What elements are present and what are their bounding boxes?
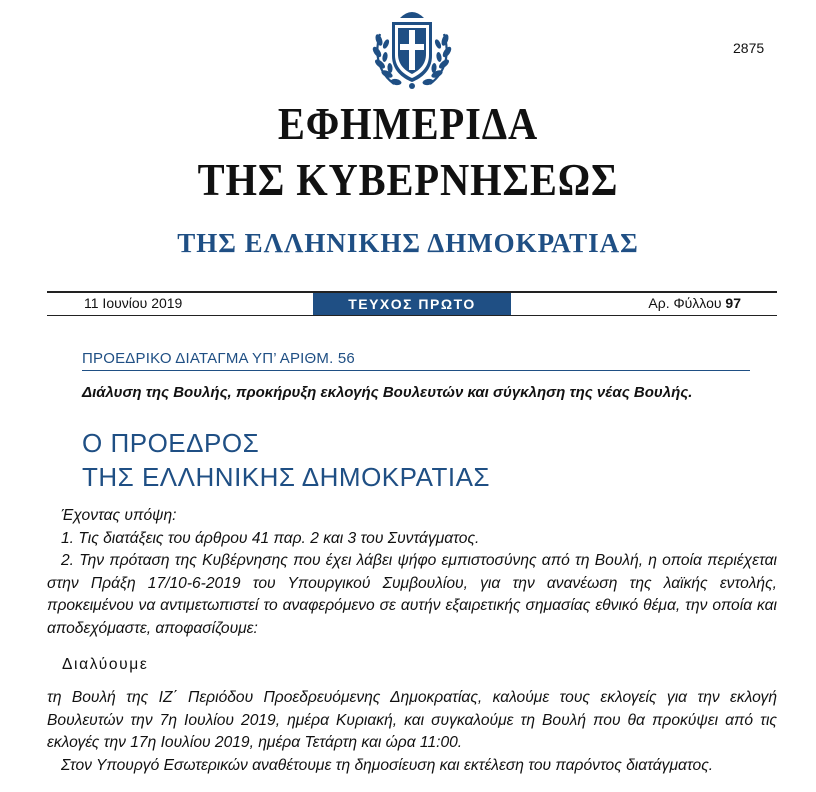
issue-date: 11 Ιουνίου 2019 xyxy=(84,295,183,311)
issue-series-badge: ΤΕΥΧΟΣ ΠΡΩΤΟ xyxy=(313,293,511,315)
president-heading-line2: ΤΗΣ ΕΛΛΗΝΙΚΗΣ ΔΗΜΟΚΡΑΤΙΑΣ xyxy=(82,462,490,492)
sheet-number xyxy=(648,295,741,311)
bottom-rule xyxy=(47,315,777,316)
greek-coat-of-arms-icon xyxy=(364,4,460,92)
dissolve-heading: Διαλύουμε xyxy=(62,656,149,673)
execution-paragraph: Στον Υπουργό Εσωτερικών αναθέτουμε τη δημοσίευση και εκτέλεση του παρόντος διατάγματος. xyxy=(61,756,714,774)
considering-item-2: 2. Την πρόταση της Κυβέρνησης που έχει λάβει ψήφο εμπιστοσύνης από τη Βουλή, η οποία περιέχεται στην Πράξη 17/10-6-2019 του Υπουργικού Συμβουλίου, για την ανανέωση της λαϊκής εντολής, προκειμένου να αντιμετωπιστεί το αναφερόμενο σε αυτήν εξαιρετικής σημασίας εθνικό θέμα, την οποία και αποδεχόμαστε, αποφασίζουμε: xyxy=(47,552,777,637)
considering-item-1: 1. Τις διατάξεις του άρθρου 41 παρ. 2 και 3 του Συντάγματος. xyxy=(61,529,480,547)
masthead-title-line1: ΕΦΗΜΕΡΙΔΑ xyxy=(277,98,539,149)
sheet-label: Αρ. Φύλλου xyxy=(648,295,722,311)
decree-number: ΠΡΟΕΔΡΙΚΟ ΔΙΑΤΑΓΜΑ ΥΠ’ ΑΡΙΘΜ. 56 xyxy=(82,350,750,371)
issue-info-bar xyxy=(47,293,777,315)
considering-label: Έχοντας υπόψη: xyxy=(61,507,177,524)
masthead-subtitle: ΤΗΣ ΕΛΛΗΝΙΚΗΣ ΔΗΜΟΚΡΑΤΙΑΣ xyxy=(177,228,639,258)
masthead-title-line2: ΤΗΣ ΚΥΒΕΡΝΗΣΕΩΣ xyxy=(197,154,619,205)
considering-section xyxy=(47,505,777,640)
president-heading-line1: Ο ΠΡΟΕΔΡΟΣ xyxy=(82,428,260,458)
sheet-number-value: 97 xyxy=(725,295,741,311)
decision-paragraph: τη Βουλή της ΙΖ΄ Περιόδου Προεδρευόμενης Δημοκρατίας, καλούμε τους εκλογείς για την εκλογή Βουλευτών την 7η Ιουλίου 2019, ημέρα Κυριακή, και συγκαλούμε τη Βουλή που θα προκύψει από τις εκλογές την 17η Ιουλίου 2019, ημέρα Τετάρτη και ώρα 11:00. xyxy=(47,689,777,751)
decision-section xyxy=(47,687,777,777)
president-heading xyxy=(82,426,490,494)
page-number: 2875 xyxy=(733,40,765,56)
decree-title: Διάλυση της Βουλής, προκήρυξη εκλογής Βουλευτών και σύγκληση της νέας Βουλής. xyxy=(82,384,693,401)
